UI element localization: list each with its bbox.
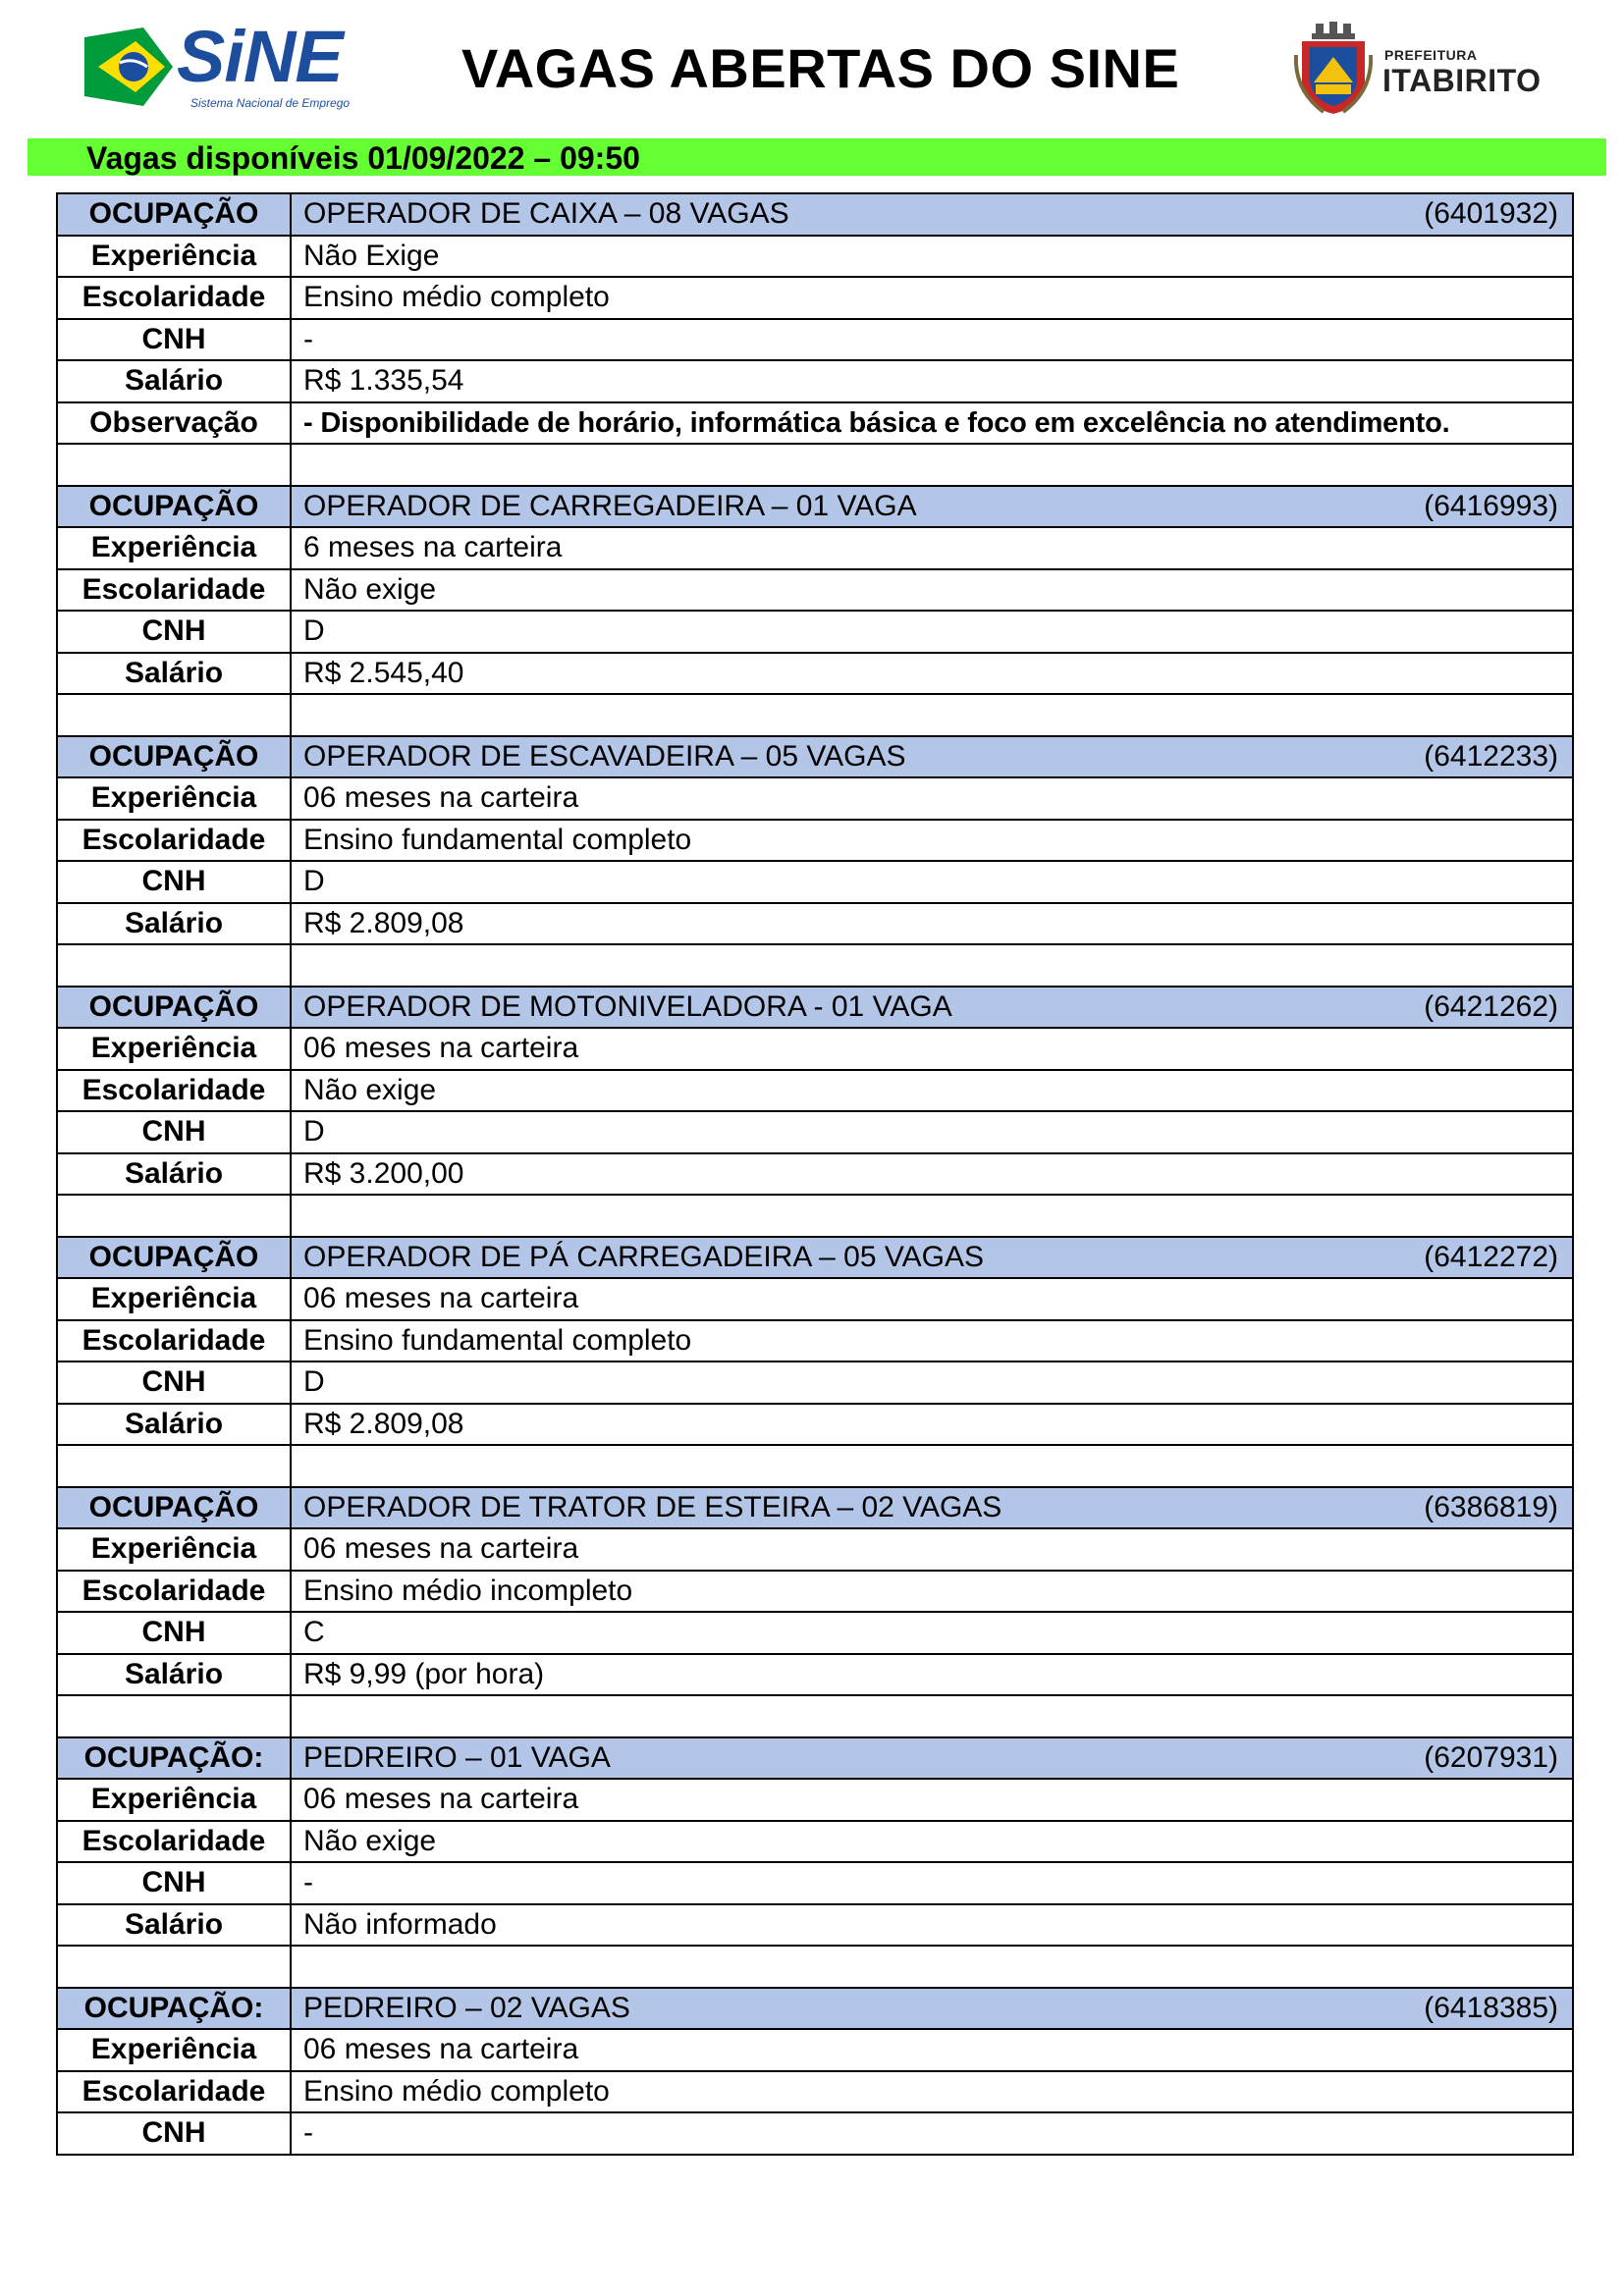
detail-value-cell [291, 1070, 1573, 1112]
job-title: OPERADOR DE PÁ CARREGADEIRA – 05 VAGAS [303, 1240, 984, 1273]
spacer-cell [291, 694, 1573, 736]
city-name: ITABIRITO [1382, 63, 1542, 98]
occupation-cell [291, 1988, 1573, 2030]
spacer-row [57, 1195, 1573, 1237]
spacer-cell [291, 444, 1573, 486]
detail-value: R$ 2.809,08 [303, 906, 464, 939]
detail-label: CNH [57, 2112, 291, 2155]
detail-value-cell [291, 903, 1573, 945]
detail-value-cell [291, 1111, 1573, 1153]
detail-label: Experiência [57, 527, 291, 569]
job-detail-row [57, 236, 1573, 278]
job-header-row [57, 1988, 1573, 2030]
spacer-cell [291, 944, 1573, 987]
occupation-label: OCUPAÇÃO [57, 1487, 291, 1529]
job-header-row [57, 486, 1573, 528]
page-header [0, 0, 1624, 137]
detail-value: Não informado [303, 1907, 497, 1941]
detail-label: Experiência [57, 1028, 291, 1070]
sine-logo-text: SiNE [177, 16, 343, 97]
detail-label: Escolaridade [57, 1320, 291, 1362]
spacer-cell [291, 1195, 1573, 1237]
detail-value: - [303, 1866, 313, 1899]
detail-value: Não exige [303, 1073, 437, 1106]
page-title: VAGAS ABERTAS DO SINE [461, 37, 1180, 99]
detail-label: CNH [57, 1111, 291, 1153]
job-detail-row [57, 1111, 1573, 1153]
job-title: OPERADOR DE ESCAVADEIRA – 05 VAGAS [303, 739, 906, 773]
job-code: (6412233) [1424, 739, 1558, 773]
job-detail-row [57, 569, 1573, 612]
occupation-cell [291, 1237, 1573, 1279]
job-detail-row [57, 360, 1573, 402]
detail-label: Escolaridade [57, 1571, 291, 1613]
detail-value-cell [291, 1528, 1573, 1571]
detail-value: 06 meses na carteira [303, 1032, 579, 1065]
job-detail-row [57, 653, 1573, 695]
job-detail-row [57, 2112, 1573, 2155]
city-crest-icon [1294, 22, 1373, 116]
spacer-cell [57, 694, 291, 736]
job-detail-row [57, 820, 1573, 862]
detail-label: Escolaridade [57, 2071, 291, 2113]
brazil-flag-icon [84, 27, 173, 106]
occupation-label: OCUPAÇÃO [57, 486, 291, 528]
job-detail-row [57, 1320, 1573, 1362]
job-title: OPERADOR DE MOTONIVELADORA - 01 VAGA [303, 989, 952, 1023]
detail-value: R$ 9,99 (por hora) [303, 1657, 545, 1690]
job-openings-table [56, 192, 1574, 2156]
detail-value: 6 meses na carteira [303, 531, 563, 564]
detail-value: R$ 2.809,08 [303, 1407, 464, 1440]
job-detail-row [57, 611, 1573, 653]
detail-value: D [303, 1115, 325, 1148]
detail-value-cell [291, 1654, 1573, 1696]
detail-value-cell [291, 1320, 1573, 1362]
detail-value: - Disponibilidade de horário, informática básica e foco em excelência no atendimento. [303, 406, 1450, 439]
spacer-row [57, 444, 1573, 486]
detail-label: Salário [57, 903, 291, 945]
job-detail-row [57, 1862, 1573, 1904]
detail-value-cell [291, 611, 1573, 653]
detail-value-cell [291, 1779, 1573, 1821]
detail-value-cell [291, 653, 1573, 695]
detail-value-cell [291, 1571, 1573, 1613]
sine-logo-subtitle: Sistema Nacional de Emprego [190, 96, 351, 110]
spacer-cell [57, 1445, 291, 1487]
job-detail-row [57, 2071, 1573, 2113]
detail-value-cell [291, 277, 1573, 319]
detail-value-cell [291, 2029, 1573, 2071]
occupation-label: OCUPAÇÃO [57, 1237, 291, 1279]
job-detail-row [57, 1070, 1573, 1112]
spacer-row [57, 1946, 1573, 1988]
detail-value: Ensino fundamental completo [303, 1323, 692, 1357]
job-detail-row [57, 1779, 1573, 1821]
detail-label: Escolaridade [57, 1070, 291, 1112]
job-header-row [57, 987, 1573, 1029]
detail-value-cell [291, 319, 1573, 361]
job-title: OPERADOR DE TRATOR DE ESTEIRA – 02 VAGAS [303, 1490, 1002, 1523]
job-detail-row [57, 319, 1573, 361]
detail-value: D [303, 865, 325, 898]
detail-value-cell [291, 1612, 1573, 1654]
detail-value: 06 meses na carteira [303, 1282, 579, 1315]
detail-value: Ensino médio incompleto [303, 1574, 633, 1607]
detail-value: R$ 2.545,40 [303, 656, 464, 689]
occupation-cell [291, 987, 1573, 1029]
detail-label: CNH [57, 1862, 291, 1904]
detail-value-cell [291, 777, 1573, 820]
job-title: PEDREIRO – 02 VAGAS [303, 1991, 630, 2024]
spacer-row [57, 694, 1573, 736]
detail-label: Experiência [57, 1278, 291, 1320]
detail-label: Salário [57, 653, 291, 695]
occupation-label: OCUPAÇÃO: [57, 1988, 291, 2030]
job-code: (6401932) [1424, 197, 1558, 231]
job-detail-row [57, 861, 1573, 903]
job-title: OPERADOR DE CAIXA – 08 VAGAS [303, 197, 789, 231]
job-detail-row [57, 402, 1573, 445]
spacer-cell [57, 444, 291, 486]
detail-value: 06 meses na carteira [303, 781, 579, 815]
prefeitura-logo [1294, 22, 1540, 116]
detail-label: Salário [57, 1654, 291, 1696]
job-header-row [57, 1737, 1573, 1780]
detail-value-cell [291, 1904, 1573, 1947]
job-detail-row [57, 777, 1573, 820]
detail-label: Experiência [57, 1528, 291, 1571]
job-detail-row [57, 1612, 1573, 1654]
detail-value-cell [291, 1028, 1573, 1070]
occupation-label: OCUPAÇÃO [57, 987, 291, 1029]
detail-value-cell [291, 360, 1573, 402]
spacer-cell [291, 1445, 1573, 1487]
detail-label: Escolaridade [57, 1821, 291, 1863]
job-header-row [57, 193, 1573, 236]
detail-label: Experiência [57, 236, 291, 278]
spacer-cell [291, 1946, 1573, 1988]
detail-label: Experiência [57, 777, 291, 820]
detail-value-cell [291, 2112, 1573, 2155]
detail-value: D [303, 1365, 325, 1399]
job-detail-row [57, 1404, 1573, 1446]
occupation-cell [291, 486, 1573, 528]
detail-label: Escolaridade [57, 820, 291, 862]
detail-value-cell [291, 1362, 1573, 1404]
detail-value: R$ 1.335,54 [303, 364, 464, 398]
detail-value-cell [291, 569, 1573, 612]
job-detail-row [57, 2029, 1573, 2071]
job-detail-row [57, 903, 1573, 945]
detail-value: 06 meses na carteira [303, 2033, 579, 2066]
detail-value-cell [291, 1278, 1573, 1320]
detail-value-cell [291, 402, 1573, 445]
detail-label: CNH [57, 1612, 291, 1654]
job-detail-row [57, 1571, 1573, 1613]
detail-value-cell [291, 2071, 1573, 2113]
detail-label: Salário [57, 360, 291, 402]
job-header-row [57, 1487, 1573, 1529]
occupation-cell [291, 193, 1573, 236]
detail-label: Escolaridade [57, 277, 291, 319]
spacer-row [57, 1695, 1573, 1737]
detail-value: 06 meses na carteira [303, 1783, 579, 1816]
job-detail-row [57, 1904, 1573, 1947]
job-detail-row [57, 1528, 1573, 1571]
occupation-label: OCUPAÇÃO [57, 736, 291, 778]
detail-value-cell [291, 527, 1573, 569]
occupation-cell [291, 1487, 1573, 1529]
job-code: (6207931) [1424, 1740, 1558, 1774]
detail-value: Ensino médio completo [303, 281, 610, 314]
detail-label: Salário [57, 1404, 291, 1446]
detail-value: - [303, 322, 313, 355]
detail-value-cell [291, 1404, 1573, 1446]
job-detail-row [57, 1654, 1573, 1696]
job-title: OPERADOR DE CARREGADEIRA – 01 VAGA [303, 489, 917, 522]
spacer-cell [57, 944, 291, 987]
job-code: (6386819) [1424, 1490, 1558, 1523]
detail-label: CNH [57, 861, 291, 903]
detail-value-cell [291, 820, 1573, 862]
detail-value-cell [291, 1821, 1573, 1863]
detail-label: Observação [57, 402, 291, 445]
detail-label: Salário [57, 1153, 291, 1196]
job-detail-row [57, 277, 1573, 319]
spacer-row [57, 944, 1573, 987]
job-detail-row [57, 527, 1573, 569]
detail-value-cell [291, 236, 1573, 278]
detail-value: - [303, 2116, 313, 2150]
availability-banner [27, 138, 1606, 176]
occupation-label: OCUPAÇÃO [57, 193, 291, 236]
detail-label: Experiência [57, 1779, 291, 1821]
detail-value: 06 meses na carteira [303, 1532, 579, 1566]
detail-label: CNH [57, 611, 291, 653]
detail-value: C [303, 1616, 325, 1649]
detail-label: Experiência [57, 2029, 291, 2071]
occupation-cell [291, 736, 1573, 778]
sine-logo [84, 16, 359, 116]
detail-label: CNH [57, 1362, 291, 1404]
occupation-cell [291, 1737, 1573, 1780]
detail-value: Não Exige [303, 239, 440, 272]
job-code: (6416993) [1424, 489, 1558, 522]
detail-value-cell [291, 1862, 1573, 1904]
detail-value-cell [291, 1153, 1573, 1196]
detail-value: Ensino médio completo [303, 2074, 610, 2108]
spacer-cell [291, 1695, 1573, 1737]
detail-label: Escolaridade [57, 569, 291, 612]
spacer-cell [57, 1195, 291, 1237]
detail-value-cell [291, 861, 1573, 903]
job-detail-row [57, 1362, 1573, 1404]
job-title: PEDREIRO – 01 VAGA [303, 1740, 611, 1774]
job-detail-row [57, 1153, 1573, 1196]
detail-label: Salário [57, 1904, 291, 1947]
job-header-row [57, 736, 1573, 778]
spacer-cell [57, 1946, 291, 1988]
detail-value: D [303, 614, 325, 648]
job-code: (6421262) [1424, 989, 1558, 1023]
occupation-label: OCUPAÇÃO: [57, 1737, 291, 1780]
job-code: (6418385) [1424, 1991, 1558, 2024]
job-detail-row [57, 1028, 1573, 1070]
job-detail-row [57, 1821, 1573, 1863]
detail-value: Não exige [303, 1824, 437, 1857]
spacer-cell [57, 1695, 291, 1737]
detail-label: CNH [57, 319, 291, 361]
job-header-row [57, 1237, 1573, 1279]
detail-value: R$ 3.200,00 [303, 1156, 464, 1190]
spacer-row [57, 1445, 1573, 1487]
prefeitura-label: PREFEITURA [1384, 47, 1478, 63]
detail-value: Não exige [303, 572, 437, 606]
job-detail-row [57, 1278, 1573, 1320]
availability-date: Vagas disponíveis 01/09/2022 – 09:50 [86, 140, 640, 176]
detail-value: Ensino fundamental completo [303, 823, 692, 856]
job-code: (6412272) [1424, 1240, 1558, 1273]
